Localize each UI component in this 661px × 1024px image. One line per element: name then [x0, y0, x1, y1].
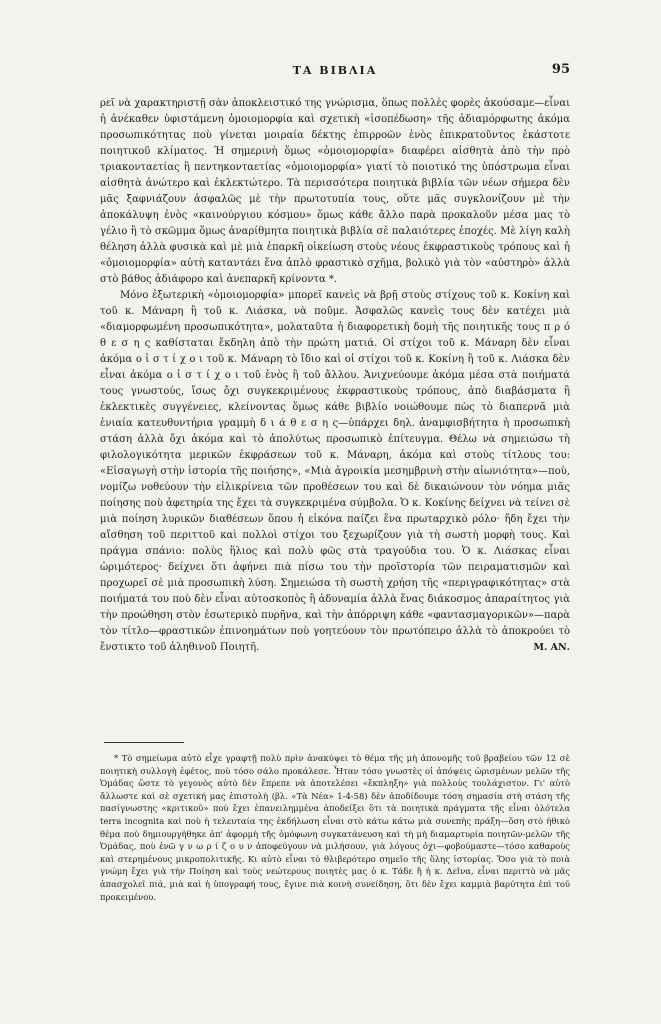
page-number: 95 [551, 62, 570, 77]
body-paragraph: ρεῖ νὰ χαρακτηριστῇ σὰν ἀποκλειστικό της γνώρισμα, ὅπως πολλὲς φορὲς ἀκούσαμε—εἶναι ἡ ἀνέκαθεν ὑφιστάμενη ὁμοιομορφία καὶ σχετικὴ «ἰσοπέδωση» τῆς ἀδιαμόρφωτης ἀκόμα προσωπικότητας ποὺ γίνεται μοιραία δέκτης ἐπιρροῶν ἑνὸς ἐπικρατοῦντος ἑκάστοτε ποιητικοῦ κλίματος. Ἡ σημερινὴ ὅμως «ὁμοιομορφία» διαφέρει αἰσθητὰ ἀπὸ τὴν πρὸ τριακονταετίας ἢ πεντηκονταετίας «ὁμοιομορφία» γιατί τὸ ποιοτικό της ὑπόστρωμα εἶναι αἰσθητὰ ἀνώτερο καὶ ἐκλεκτώτερο. Τὰ περισσότερα ποιητικὰ βιβλία τῶν νέων σήμερα δὲν μᾶς ξαφνιάζουν ἀσφαλῶς μὲ τὴν πρωτοτυπία τους, οὔτε μᾶς συγκλονίζουν μὲ τὴν ἀποκάλυψη ἑνὸς «καινούργιου κόσμου» ὅμως κάθε ἄλλο παρὰ προκαλοῦν μέσα μας τὸ γέλιο ἢ τὸ σκῶμμα ὅμως ἀναρίθμητα ποιητικὰ βιβλία σὲ παλαιότερες ἐποχές. Μὲ λίγη καλὴ θέληση ἀλλὰ φυσικὰ καὶ μὲ μιὰ ἐπαρκῆ οἰκείωση στοὺς νέους ἐκφραστικοὺς τρόπους καὶ ἡ «ὁμοιομορφία» αὐτὴ καταντάει ἕνα ἁπλὸ φραστικὸ σχῆμα, βολικὸ γιὰ τὸν «αὐστηρὸ» ἀλλὰ στὸ βάθος ἀδιάφορο καὶ ἀνεπαρκῆ κρίνοντα *. [100, 98, 570, 285]
page-header [100, 64, 570, 84]
running-title: ΤΑ ΒΙΒΛΙΑ [292, 64, 378, 77]
author-signature: Μ. ΑΝ. [533, 642, 570, 653]
body-paragraph: Μόνο ἐξωτερικὴ «ὁμοιομορφία» μπορεῖ κανεὶς νὰ βρῇ στοὺς στίχους τοῦ κ. Κοκίνη καὶ τοῦ κ. Μάναρη ἢ τοῦ κ. Λιάσκα, νὰ ποῦμε. Ἀσφαλῶς κανεὶς τους δὲν κατέχει μιὰ «διαμορφωμένη προσωπικότητα», μολαταῦτα ἡ διαφορετικὴ δομὴ τῆς ποιητικῆς τους π ρ ό θ ε σ η ς καθίσταται ἔκδηλη ἀπὸ τὴν πρώτη ματιά. Οἱ στίχοι τοῦ κ. Μάναρη δὲν εἶναι ἀκόμα ο ἱ σ τ ί χ ο ι τοῦ κ. Μάναρη τὸ ἴδιο καὶ οἱ στίχοι τοῦ κ. Κοκίνη ἢ τοῦ κ. Λιάσκα δὲν εἶναι ἀκόμα ο ἱ σ τ ί χ ο ι τοῦ ἑνὸς ἢ τοῦ ἄλλου. Ἀνιχνεύουμε ἀκόμα μέσα στὰ ποιήματά τους γνωστούς, ἴσως ὄχι συγκεκριμένους ἐκφραστικοὺς τρόπους, ἀπὸ διαβάσματα ἢ ἐκλεκτικὲς συγγένειες, κλείνοντας ὅμως κάθε βιβλίο νοιώθουμε πὼς τὸ διαπερνᾶ μιὰ ἑνιαία κατευθυντήρια γραμμὴ δ ι ά θ ε σ η ς—ὑπάρχει δηλ. ἀναμφισβήτητα ἡ προσωπικὴ στάση ἀλλὰ ὄχι ἀκόμα καὶ τὸ ἀπολύτως προσωπικὸ ἐπίτευγμα. Θέλω νὰ σημειώσω τὴ φιλολογικότητα μερικῶν ἐκφράσεων τοῦ κ. Μάναρη, ἀκόμα καὶ στοὺς τίτλους του: «Εἰσαγωγὴ στὴν ἱστορία τῆς ποιήσης», «Μιὰ ἀγροικία μεσημβρινὴ στὴν αἰωνιότητα»—ποὺ, νομίζω νοθεύουν τὴν εἰλικρίνεια τῶν προθέσεων του καὶ δὲ δικαιώνουν τὸν νόημα μιᾶς ποίησης ποὺ ἀφετηρία της ἔχει τὰ συγκεκριμένα σύμβολα. Ὁ κ. Κοκίνης δείχνει νὰ τείνει σὲ μιὰ ποίηση λυρικῶν διαθέσεων ὅπου ἡ εἰκόνα παίζει ἕνα πρωταρχικὸ ρόλο· ἤδη ἔχει τὴν αἴσθηση τοῦ περιττοῦ καὶ πολλοὶ στίχοι του ξεχωρίζουν γιὰ τὴ σωστὴ μορφὴ τους. Καὶ πράγμα σπάνιο: πολὺς ἥλιος καὶ πολὺ φῶς στὰ τραγούδια του. Ὁ κ. Λιάσκας εἶναι ὡριμότερος· δείχνει ὅτι ἀφήνει πιὰ πίσω του τὴν προϊστορία τῶν πειραματισμῶν καὶ προχωρεῖ σὲ μιὰ προσωπικὴ λύση. Σημειώσα τὴ σωστὴ χρήση τῆς «περιγραφικότητας» στὰ ποιήματά του ποὺ δὲν εἶναι αὐτοσκοπὸς ἢ ἀδυναμία ἀλλὰ ἕνας διάκοσμος ἀπαραίτητος γιὰ τὴν προώθηση στὸν ἐσωτερικὸ πυρῆνα, καὶ τὴν ἀπόρριψη κάθε «φαντασμαγορικῶν»—παρὰ τὸν τίτλο—φραστικῶν ἐπινοημάτων ποὺ γοητεύουν τὸν πρωτόπειρο ἀλλὰ τὸ ἀποκρούει τὸ ἔνστικτο τοῦ ἀληθινοῦ Ποιητῆ. [100, 290, 570, 653]
article-body [100, 96, 570, 656]
footnote-text: * Τὸ σημείωμα αὐτὸ εἶχε γραφτῇ πολὺ πρὶν ἀνακύψει τὸ θέμα τῆς μὴ ἀπονομῆς τοῦ βραβείου τῶν 12 σὲ ποιητικὴ συλλογὴ ἐφέτος, ποὺ τόσο σάλο προκάλεσε. Ἦταν τόσο γνωστὲς οἱ ἀπόψεις ὡρισμένων μελῶν τῆς Ὁμάδας ὥστε τὸ γεγονὸς αὐτὸ δὲν ἔπρεπε νὰ ἀποτελέσει «ἔκπληξη» γιὰ πολλοὺς τουλάχιστον. Γι' αὐτὸ ἄλλωστε καὶ σὲ σχετική μας ἐπιστολὴ (βλ. «Τὰ Νέα» 1-4-58) δὲν ἀποδίδουμε τόση σημασία στὴ στάση τῆς πασίγνωστης «κριτικοῦ» ποὺ ἔχει ἐπανειλημμένα ἀποδείξει ὅτι τὰ ποιητικὰ πράγματα τῆς εἶναι ὁλότελα terra incognita καὶ ποὺ ἡ τελευταία της ἐκδήλωση εἶναι στὸ κάτω κάτω μιὰ συνεπὴς πράξη—ὅση στὸ ἠθικὸ θέμα ποὺ δημιουργήθηκε ἀπ' ἀφορμὴ τῆς ὁμόφωνη συγκατάνευση καὶ τὴ μὴ διαμαρτυρία ποιητῶν-μελῶν τῆς Ὁμάδας, ποὺ ἐνῶ γ ν ω ρ ί ζ ο υ ν ἀποφεύγουν νὰ μιλήσουν, γιὰ λόγους ὀχι—φοβούμαστε—τόσο καθαροὺς καὶ στερημένους μικροπολιτικῆς. Κι αὐτὸ εἶναι τὸ θλιβερότερο σημεῖο τῆς ὅλης ἱστορίας. Ὅσο γιὰ τὸ ποιὰ γνώμη ἔχει γιὰ τὴν Ποίηση καὶ τοὺς νεώτερους ποιητὲς μας ὁ κ. Τάδε ἢ ἡ κ. Δεῖνα, εἶναι περιττὸ νὰ μᾶς ἀπασχολεῖ πιά, μιὰ καὶ ἡ ὑπογραφή τους, ἔγινε πιὰ κοινὴ συνείδηση, ὅτι δὲν ἔχει καμμιὰ βαρύτητα ἐπὶ τοῦ προκειμένου. [100, 753, 570, 902]
footnote [100, 752, 570, 903]
footnote-divider [104, 742, 184, 743]
